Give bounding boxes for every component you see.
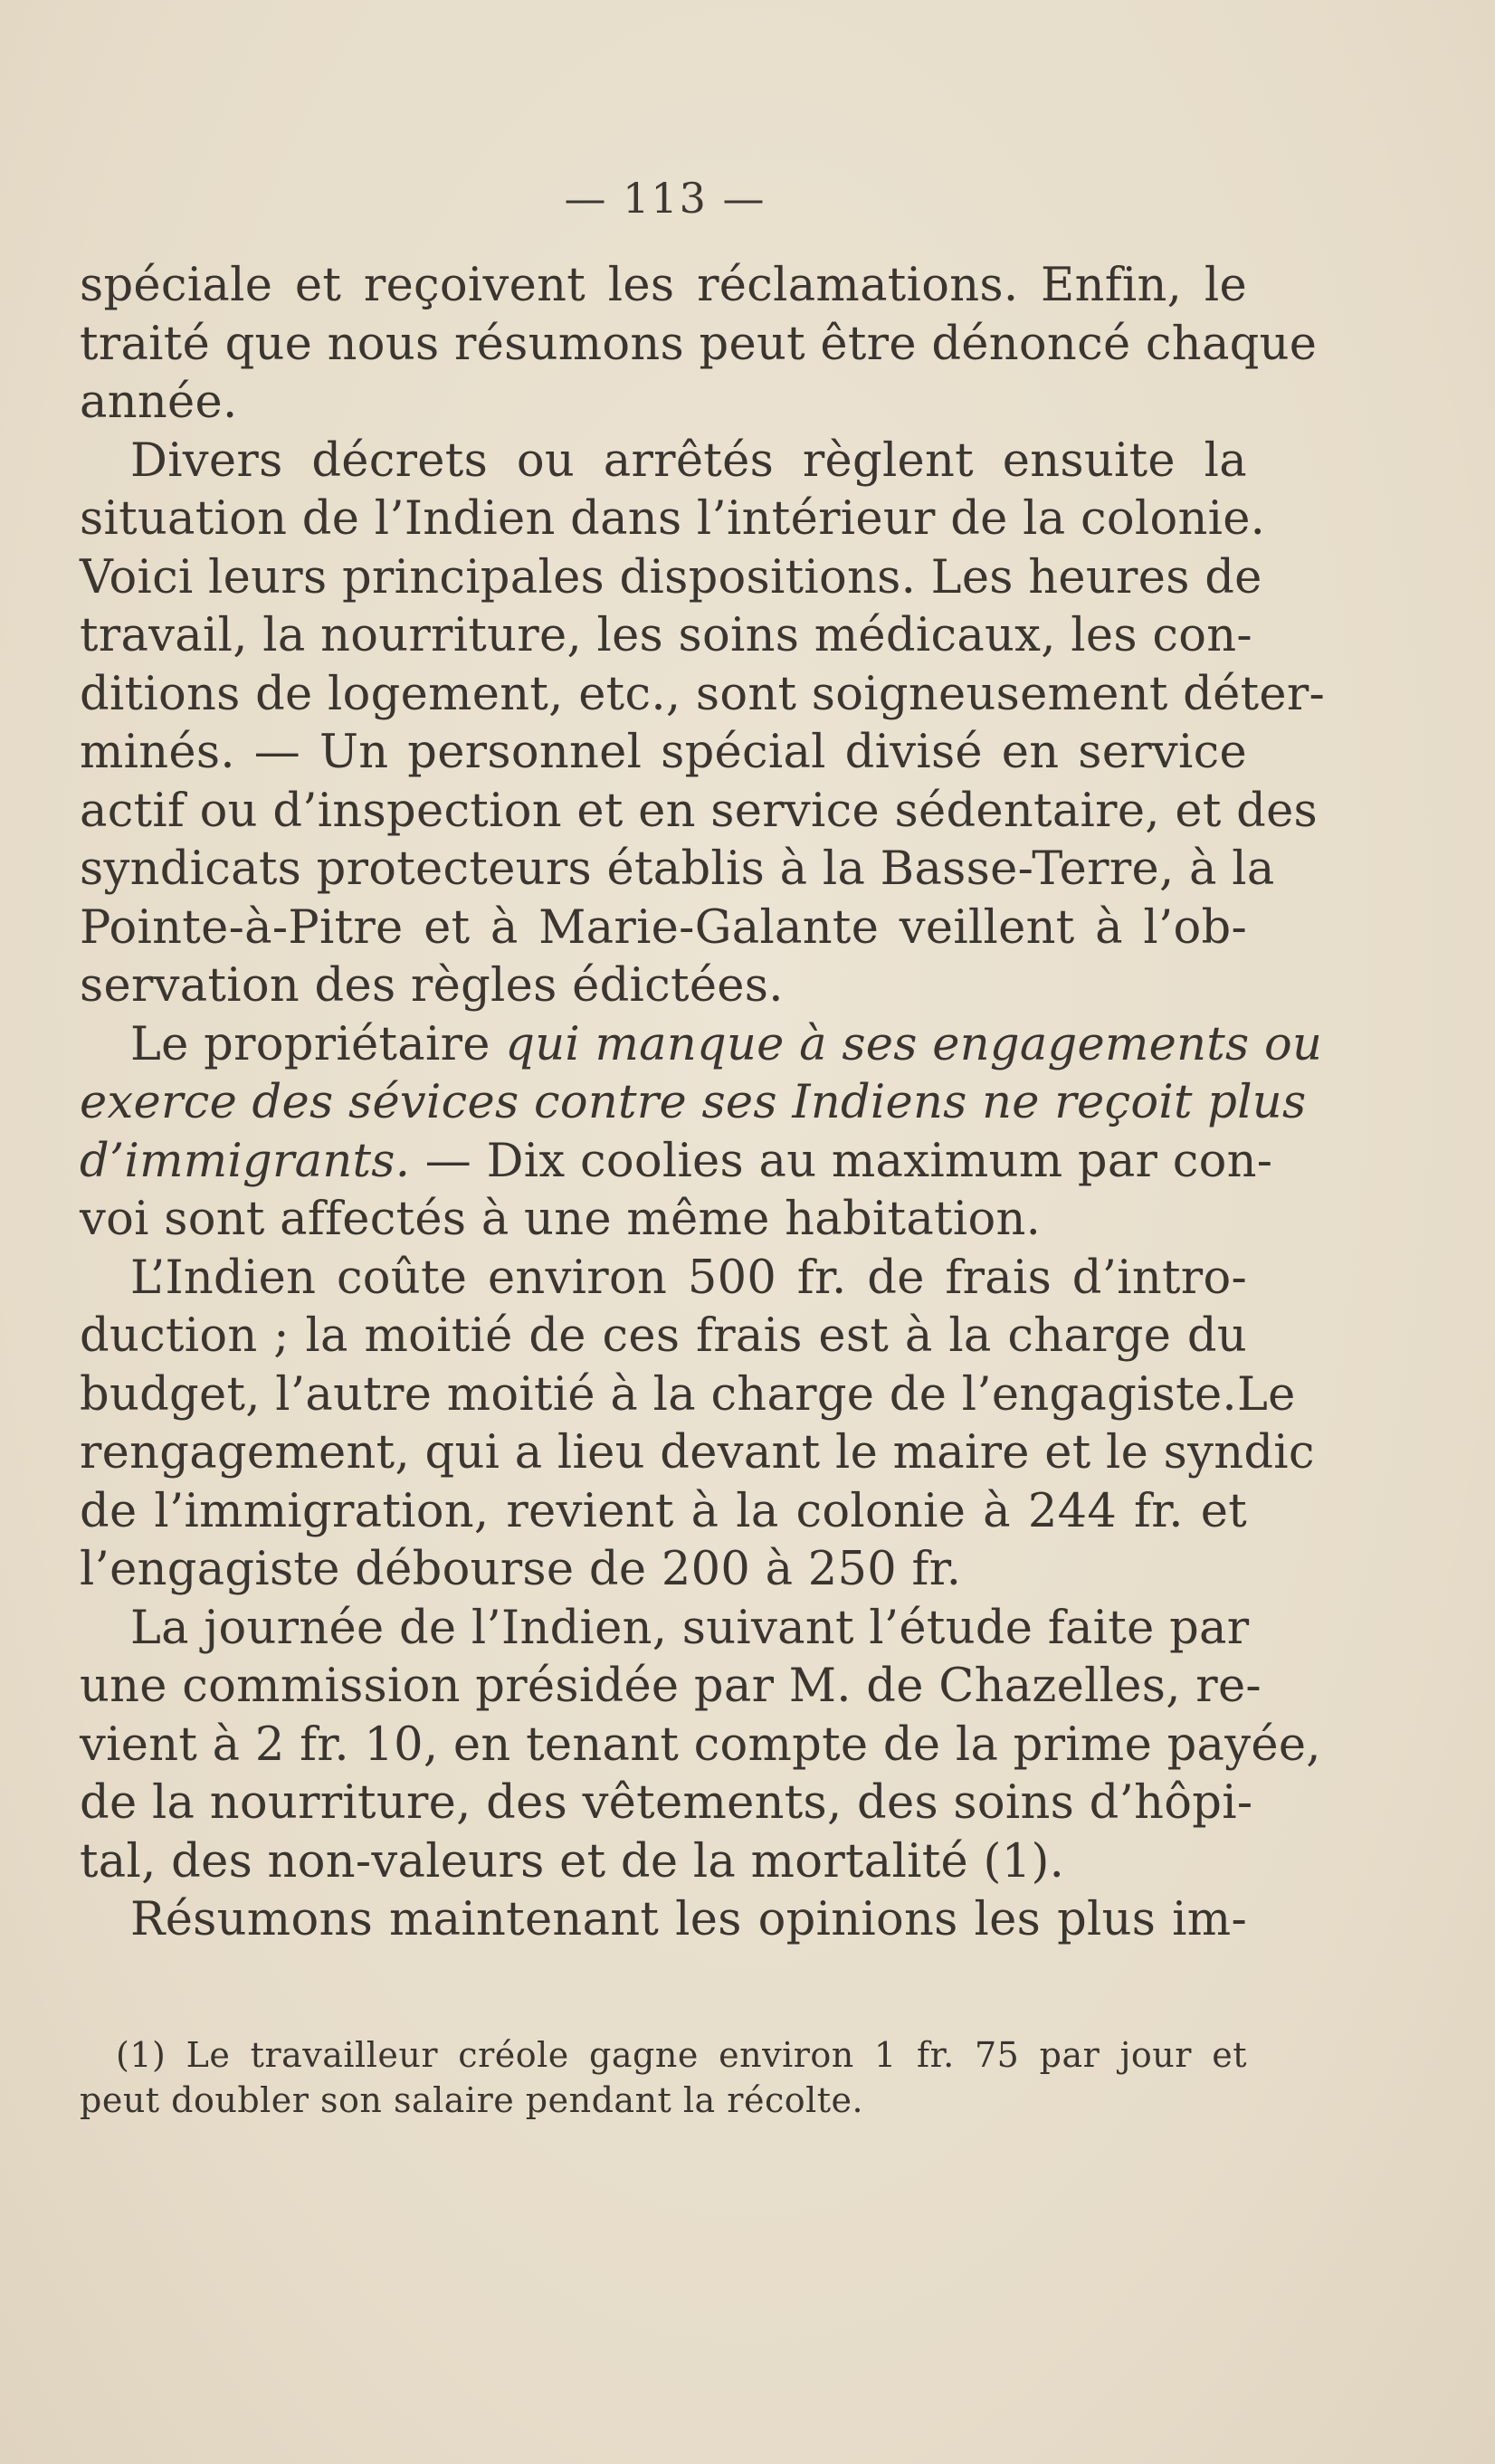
text-segment: Le propriétaire xyxy=(130,1017,506,1071)
page-number: — 113 — xyxy=(564,174,767,223)
text-line: rengagement, qui a lieu devant le maire et le syndic xyxy=(80,1426,1315,1479)
text-line: une commission présidée par M. de Chazelles, re- xyxy=(80,1660,1262,1713)
text-line: Résumons maintenant les opinions les plus im- xyxy=(130,1893,1247,1946)
italic-text: d’immigrants. xyxy=(80,1134,411,1188)
text-line: L’Indien coûte environ 500 fr. de frais d’intro- xyxy=(130,1251,1247,1305)
text-line: Divers décrets ou arrêtés règlent ensuite la xyxy=(130,433,1247,488)
body-text xyxy=(80,257,1326,1950)
text-line: actif ou d’inspection et en service sédentaire, et des xyxy=(80,784,1319,838)
text-segment: — Dix coolies au maximum par con- xyxy=(410,1134,1273,1188)
footnote xyxy=(80,2032,1247,2123)
text-line: tal, des non-valeurs et de la mortalité (1). xyxy=(80,1834,1065,1888)
text-line: année. xyxy=(80,376,238,429)
footnote-line: peut doubler son salaire pendant la récolte. xyxy=(80,2080,864,2120)
text-line: voi sont affectés à une même habitation. xyxy=(80,1193,1042,1246)
text-line: minés. — Un personnel spécial divisé en service xyxy=(80,726,1247,779)
text-line: ditions de logement, etc., sont soigneusement déter- xyxy=(80,667,1326,721)
text-line: syndicats protecteurs établis à la Basse-Terre, à la xyxy=(80,842,1275,896)
text-line xyxy=(80,1133,1273,1192)
text-line xyxy=(80,1016,1323,1075)
italic-text: exerce des sévices contre ses Indiens ne reçoit plus xyxy=(80,1076,1307,1129)
text-line: l’engagiste débourse de 200 à 250 fr. xyxy=(80,1543,962,1596)
text-line: travail, la nourriture, les soins médicaux, les con- xyxy=(80,609,1252,662)
text-line: Voici leurs principales dispositions. Les heures de xyxy=(80,550,1262,604)
italic-text: qui manque à ses engagements ou xyxy=(505,1017,1323,1071)
text-line: de l’immigration, revient à la colonie à 244 fr. et xyxy=(80,1484,1247,1538)
text-line: servation des règles édictées. xyxy=(80,959,784,1013)
footnote-line: (1) Le travailleur créole gagne environ 1 fr. 75 par jour et xyxy=(116,2035,1247,2075)
text-line: situation de l’Indien dans l’intérieur de la colonie. xyxy=(80,492,1266,546)
text-line: vient à 2 fr. 10, en tenant compte de la prime payée, xyxy=(80,1717,1321,1772)
text-line: La journée de l’Indien, suivant l’étude faite par xyxy=(130,1601,1250,1655)
text-line: duction ; la moitié de ces frais est à la charge du xyxy=(80,1309,1247,1363)
text-line xyxy=(80,1074,1307,1133)
text-line: traité que nous résumons peut être dénoncé chaque xyxy=(80,317,1318,371)
text-line: Pointe-à-Pitre et à Marie-Galante veillent à l’ob- xyxy=(80,900,1247,955)
text-line: de la nourriture, des vêtements, des soins d’hôpi- xyxy=(80,1776,1253,1830)
text-line: budget, l’autre moitié à la charge de l’engagiste.Le xyxy=(80,1367,1296,1422)
text-line: spéciale et reçoivent les réclamations. Enfin, le xyxy=(80,259,1247,312)
